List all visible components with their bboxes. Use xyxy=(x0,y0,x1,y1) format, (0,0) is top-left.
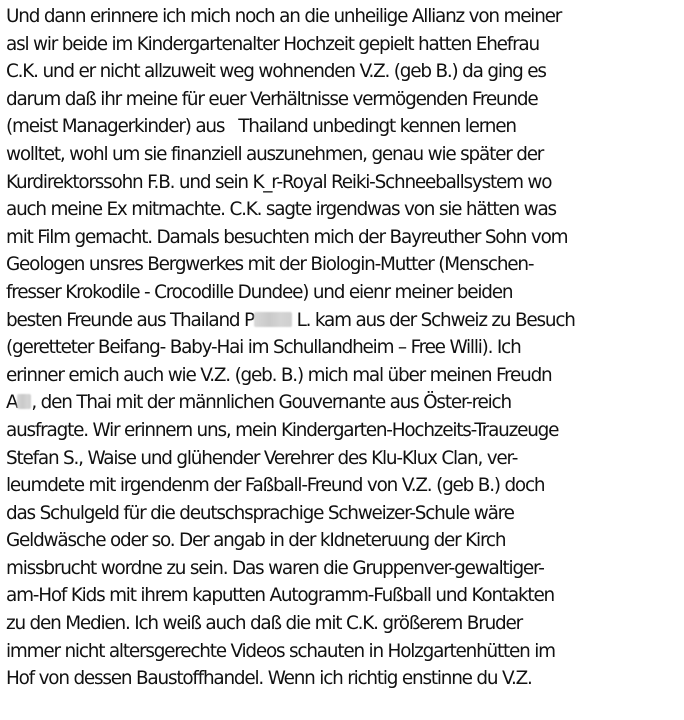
text-line: asl wir beide im Kindergartenalter Hochzeit gepielt hatten Ehefrau xyxy=(6,33,539,55)
text-line: darum daß ihr meine für euer Verhältnisse vermögenden Freunde xyxy=(6,88,538,110)
text-line: zu den Medien. Ich weiß auch daß die mit C.K. größerem Bruder xyxy=(6,613,522,635)
text-line: Kurdirektorssohn F.B. und sein K_r-Royal Reiki-Schneeballsystem wo xyxy=(6,171,552,193)
redaction-blur xyxy=(254,312,292,327)
text-line: immer nicht altersgerechte Videos schauten in Holzgartenhütten im xyxy=(6,640,555,662)
document-text xyxy=(6,3,684,693)
text-segment: L. kam aus der Schweiz zu Besuch xyxy=(291,309,575,331)
text-line: Geologen unsres Bergwerkes mit der Biologin-Mutter (Menschen- xyxy=(6,254,534,276)
text-line: (meist Managerkinder) aus Thailand unbedingt kennen lernen xyxy=(6,116,516,138)
text-line: erinner emich auch wie V.Z. (geb. B.) mich mal über meinen Freudn xyxy=(6,364,552,386)
text-line: wolltet, wohl um sie finanziell auszunehmen, genau wie später der xyxy=(6,143,544,165)
text-line: ausfragte. Wir erinnern uns, mein Kindergarten-Hochzeits-Trauzeuge xyxy=(6,419,559,441)
text-line: mit Film gemacht. Damals besuchten mich der Bayreuther Sohn vom xyxy=(6,226,568,248)
text-line: (geretteter Beifang- Baby-Hai im Schullandheim – Free Willi). Ich xyxy=(6,337,521,359)
text-line: fresser Krokodile - Crocodille Dundee) und eienr meiner beiden xyxy=(6,281,513,303)
redaction-blur xyxy=(17,394,31,409)
text-line: das Schulgeld für die deutschsprachige Schweizer-Schule wäre xyxy=(6,502,514,524)
text-line: auch meine Ex mitmachte. C.K. sagte irgendwas von sie hätten was xyxy=(6,199,556,221)
text-line: C.K. und er nicht allzuweit weg wohnenden V.Z. (geb B.) da ging es xyxy=(6,61,546,83)
text-line: missbrucht wordne zu sein. Das waren die Gruppenver-gewaltiger- xyxy=(6,557,544,579)
text-line: Hof von dessen Baustoffhandel. Wenn ich richtig enstinne du V.Z. xyxy=(6,668,532,690)
text-segment: besten Freunde aus Thailand P xyxy=(6,309,254,331)
text-line: leumdete mit irgendenm der Faßball-Freund von V.Z. (geb B.) doch xyxy=(6,475,545,497)
text-line: Stefan S., Waise und glühender Verehrer des Klu-Klux Clan, ver- xyxy=(6,447,518,469)
text-line: Geldwäsche oder so. Der angab in der kIdneteruung der Kirch xyxy=(6,530,506,552)
text-segment: A xyxy=(6,392,18,414)
text-line: am-Hof Kids mit ihrem kaputten Autogramm-Fußball und Kontakten xyxy=(6,585,555,607)
text-line xyxy=(6,389,684,417)
text-segment: , den Thai mit der männlichen Gouvernante aus Öster-reich xyxy=(31,392,511,414)
text-line xyxy=(6,307,684,335)
text-line: Und dann erinnere ich mich noch an die unheilige Allianz von meiner xyxy=(6,6,562,27)
